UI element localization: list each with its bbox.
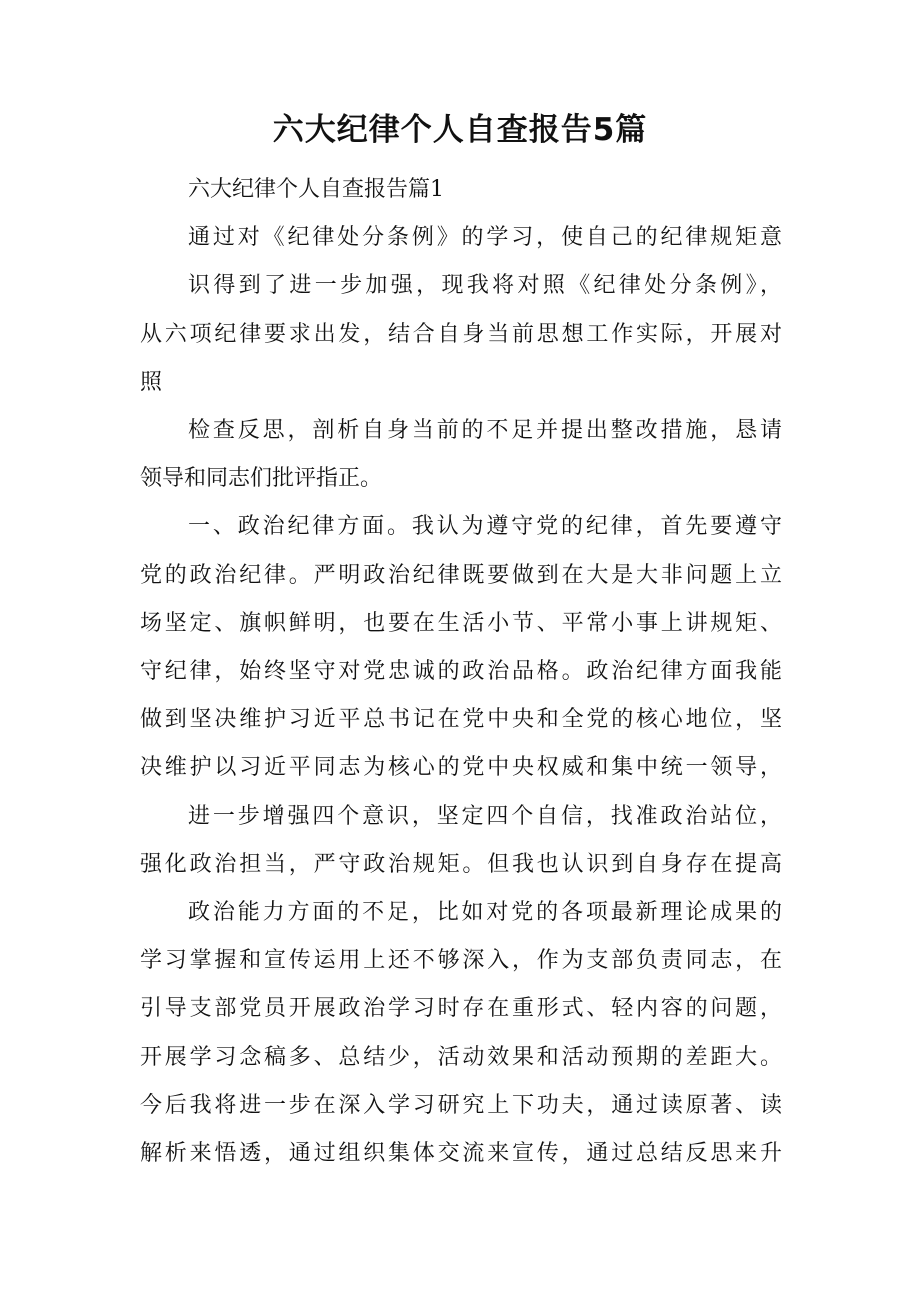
document-title: 六大纪律个人自查报告5篇 [272,112,648,148]
text-line: 政治能力方面的不足，比如对党的各项最新理论成果的 [188,900,782,925]
text-line: 进一步增强四个意识，坚定四个自信，找准政治站位， [188,804,782,829]
text-line: 领导和同志们批评指正。 [140,466,383,491]
text-line: 党的政治纪律。严明政治纪律既要做到在大是大非问题上立 [140,563,782,588]
text-line: 照 [140,370,163,395]
text-line: 开展学习念稿多、总结少，活动效果和活动预期的差距大。 [140,1045,782,1070]
text-line: 今后我将进一步在深入学习研究上下功夫，通过读原著、读 [140,1093,782,1118]
text-line: 引导支部党员开展政治学习时存在重形式、轻内容的问题， [140,996,782,1021]
text-line: 解析来悟透，通过组织集体交流来宣传，通过总结反思来升 [140,1141,782,1166]
text-line: 强化政治担当，严守政治规矩。但我也认识到自身存在提高 [140,852,782,877]
text-line: 通过对《纪律处分条例》的学习，使自己的纪律规矩意 [188,225,782,250]
text-line: 做到坚决维护习近平总书记在党中央和全党的核心地位，坚 [140,707,782,732]
text-line: 六大纪律个人自查报告篇1 [188,177,444,202]
text-line: 守纪律，始终坚守对党忠诚的政治品格。政治纪律方面我能 [140,659,782,684]
text-line: 识得到了进一步加强，现我将对照《纪律处分条例》， [188,273,782,298]
text-line: 决维护以习近平同志为核心的党中央权威和集中统一领导， [140,755,782,780]
text-line: 一、政治纪律方面。我认为遵守党的纪律，首先要遵守 [188,514,782,539]
text-line: 场坚定、旗帜鲜明，也要在生活小节、平常小事上讲规矩、 [140,611,782,636]
text-line: 学习掌握和宣传运用上还不够深入，作为支部负责同志，在 [140,948,782,973]
text-line: 检查反思，剖析自身当前的不足并提出整改措施，恳请 [188,418,782,443]
text-line: 从六项纪律要求出发，结合自身当前思想工作实际，开展对 [140,322,782,347]
